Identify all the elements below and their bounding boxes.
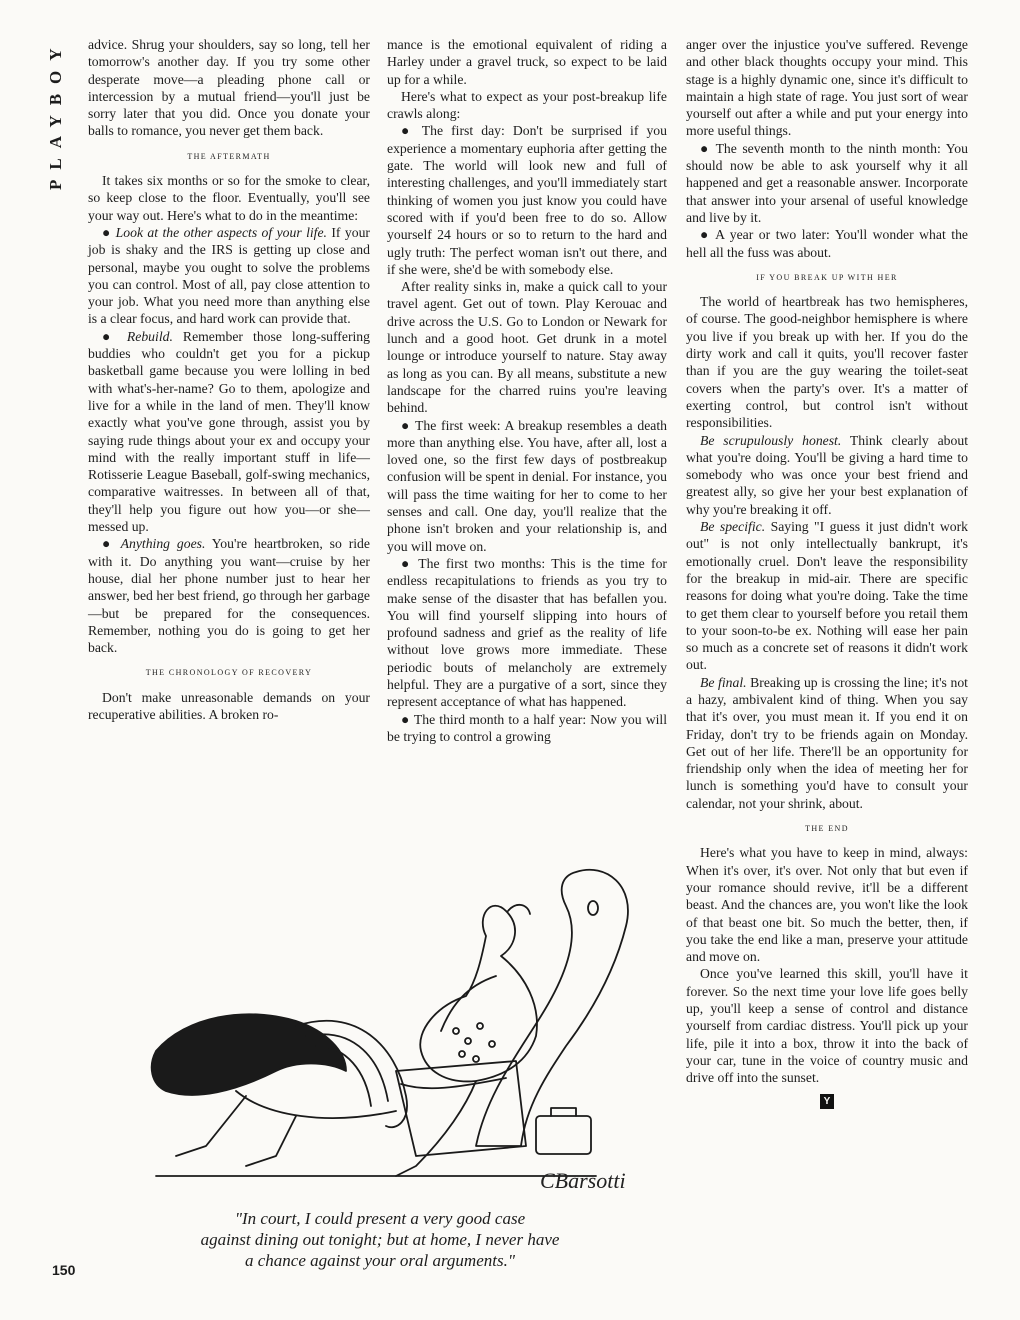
bullet-text: The first day: Don't be surprised if you experience a momentary euphoria after getting the gate. The world will look new and full of interesting challenges, and you'll immediately start thinking of women you just know you could have scored with if you'd been free to do so. Allow yourself 24 hours or so to return to the hard and ugly truth: The perfect woman isn't out there, and if she were, she'd be with somebody else. xyxy=(387,123,667,277)
bullet-text: The seventh month to the ninth month: You should now be able to ask yourself why it all happened and get a reasonable answer. Incorporate that answer into your arsenal of useful knowledge and live by it. xyxy=(686,140,968,225)
bullet-lead: Anything goes. xyxy=(120,536,206,552)
running-head xyxy=(44,38,68,190)
bullet-text: The first two months: This is the time for endless recapitulations to friends as you try to make sense of the disaster that has befallen you. You will find yourself slipping into hours of profound sadness and grief as the reality of life without love grows more immediate. These periodic bouts of melancholy are extremely helpful. They are a purgative of a sort, since they represent acceptance of what has happened. xyxy=(387,555,667,710)
section-heading: THE END xyxy=(805,824,849,834)
woman-figure xyxy=(420,906,537,1082)
end-mark xyxy=(686,1091,968,1109)
bullet-paragraph: ● Anything goes. You're heartbroken, so ride with it. Do anything you want—cruise by her house, dial her phone number just to hear her answer, bed her best friend, go through her garbage—but be prepared for the consequences. Remember, nothing you do is going to get her back. xyxy=(88,536,370,656)
paragraph: mance is the emotional equivalent of riding a Harley under a gravel truck, so expect to be laid up for a while. xyxy=(387,37,667,87)
section-heading: THE CHRONOLOGY OF RECOVERY xyxy=(145,668,313,678)
paragraph: After reality sinks in, make a quick call to your travel agent. Get out of town. Play Kerouac and drive across the U.S. Go to London or Newark for lunch and a good hoot. Get drunk in a motel lounge or introduce yourself to nature. Stay away as long as you can. By all means, substitute a new landscape for the charred ruins you're leaving behind. xyxy=(387,279,667,416)
bullet-paragraph: ● The seventh month to the ninth month: You should now be able to ask yourself why it all happened and get a reasonable answer. Incorporate that answer into your arsenal of useful knowledge and live by it. xyxy=(686,140,968,225)
bullet-text: If your job is shaky and the IRS is getting up close and personal, maybe you ought to solve the problems you can control. Most of all, pay close attention to your job. What you need more than anything else is a clear focus, and hard work can provide that. xyxy=(88,224,370,327)
paragraph-lead: Be final. xyxy=(700,674,747,690)
bullet-text: You're heartbroken, so ride with it. Do anything you want—cruise by her house, dial her phone number just to hear her answer, bed her best friend, go through her garbage—but be prepared for the consequences. Remember, nothing you do is going to get her back. xyxy=(88,536,370,656)
cartoon-illustration xyxy=(96,856,666,1196)
paragraph-text: Saying "I guess it just didn't work out" is not only intellectually bankrupt, it's emotionally cruel. Don't leave the responsibility for the breakup in mid-air. There are specific reasons for doing what you're doing. Take the time to get them clear to yourself before you retail them to your soon-to-be ex. Nothing will ease her pain so much as a concrete set of reasons it didn't work out. xyxy=(686,519,968,673)
polka-dot-garment xyxy=(453,1023,495,1062)
bullet-paragraph: ● Look at the other aspects of your life. If your job is shaky and the IRS is getting up close and personal, maybe you ought to solve the problems you can control. Most of all, pay close attention to your job. What you need more than anything else is a clear focus, and hard work can provide that. xyxy=(88,224,370,327)
paragraph: advice. Shrug your shoulders, say so long, tell her tomorrow's another day. If you try some other desperate move—a pleading phone call or intercession by a mutual friend—you'll just be sorry later that you did. Once you donate your balls to romance, you never get them back. xyxy=(88,37,370,139)
column-2 xyxy=(387,36,667,745)
paragraph-lead: Be scrupulously honest. xyxy=(700,432,842,448)
paragraph: Once you've learned this skill, you'll have it forever. So the next time your love life goes belly up, you'll keep a sense of control and distance yourself from cardiac distress. You'll pick up your life, pile it into a box, throw it into the back of your car, tune in the voice of country music and drive off into the sunset. xyxy=(686,966,968,1086)
paragraph: The world of heartbreak has two hemispheres, of course. The good-neighbor hemisphere is where you live if you break up with her. If you do the dirty work and call it quits, you'll recover faster than if you are the guy wearing the toilet-seat covers when the party's over. It's a matter of exerting control, but control isn't without responsibilities. xyxy=(686,294,968,431)
bunny-logo-icon: Y xyxy=(820,1094,834,1109)
section-heading: IF YOU BREAK UP WITH HER xyxy=(756,272,898,282)
paragraph-lead: Be specific. xyxy=(700,519,766,535)
column-3 xyxy=(686,36,968,1109)
paragraph: Here's what you have to keep in mind, always: When it's over, it's over. Not only that but even if your romance should revive, it'll be a different beast. And the chances are, you won't like the look of that beast one bit. So much the better, then, if you take the end like a man, preserve your attitude and move on. xyxy=(686,845,968,965)
woman-legs xyxy=(396,1081,476,1176)
chair-back xyxy=(476,870,628,1146)
paragraph xyxy=(686,518,968,674)
bullet-text: The third month to a half year: Now you will be trying to control a growing xyxy=(387,711,667,744)
briefcase xyxy=(536,1116,591,1154)
caption-line: against dining out tonight; but at home, I never have xyxy=(200,1230,560,1249)
bullet-paragraph: ● The third month to a half year: Now you will be trying to control a growing xyxy=(387,711,667,744)
bullet-lead: Rebuild. xyxy=(126,328,173,344)
bullet-text: The first week: A breakup resembles a death more than anything else. You have, after all, lost a loved one, so the first few days of postbreakup confusion will be spent in denial. For instance, you will pass the time waiting for her to come to her senses and call. One day, you'll realize that the phone isn't broken and your relationship is, and you will move on. xyxy=(387,417,667,554)
bullet-lead: Look at the other aspects of your life. xyxy=(115,224,327,240)
bullet-paragraph: ● The first week: A breakup resembles a death more than anything else. You have, after all, lost a loved one, so the first few days of postbreakup confusion will be spent in denial. For instance, you will pass the time waiting for her to come to her senses and call. One day, you'll realize that the phone isn't broken and your relationship is, and you will move on. xyxy=(387,417,667,554)
paragraph: anger over the injustice you've suffered. Revenge and other black thoughts occupy your mind. This stage is a highly dynamic one, since it's difficult to maintain a high state of rage. You just sort of wear yourself out after a while and put your energy into more useful things. xyxy=(686,37,968,139)
paragraph: It takes six months or so for the smoke to clear, so keep close to the floor. Eventually, you'll see your way out. Here's what to do in the meantime: xyxy=(88,173,370,223)
magazine-name: PLAYBOY xyxy=(46,38,65,190)
man-body xyxy=(236,1091,396,1118)
caption-line: "In court, I could present a very good case xyxy=(234,1209,526,1228)
paragraph: Here's what to expect as your post-breakup life crawls along: xyxy=(387,88,667,122)
bullet-text: Remember those long-suffering buddies who couldn't get you for a pickup basketball game because you were lolling in bed with what's-her-name? Go to them, apologize and live for a while in the land of men. They'll know exactly what you've gone through, assist you by saying rude things about your ex and occupy your mind with the really important stuff in life—Rotisserie League Baseball, golf-swing mechanics, comparative waitresses. In between all of that, they'll help you figure out how you—or she—messed up. xyxy=(88,328,370,535)
woman-hat xyxy=(508,905,530,914)
paragraph xyxy=(686,674,968,812)
paragraph: Don't make unreasonable demands on your recuperative abilities. A broken ro- xyxy=(88,689,370,722)
chair-ornament xyxy=(588,901,598,915)
bullet-paragraph: ● The first two months: This is the time for endless recapitulations to friends as you try to make sense of the disaster that has befallen you. You will find yourself slipping into hours of profound sadness and grief as the reality of life without love grows more immediate. These periodic bouts of melancholy are extremely helpful. They are a purgative of a sort, since they represent acceptance of what has happened. xyxy=(387,555,667,710)
cartoon-caption xyxy=(130,1208,630,1271)
bullet-paragraph: ● The first day: Don't be surprised if you experience a momentary euphoria after getting the gate. The world will look new and full of interesting challenges, and you'll immediately start thinking of women you just know you could have scored with if you'd been free to do so. Allow yourself 24 hours or so to return to the hard and ugly truth: The perfect woman isn't out there, and if she were, she'd be with somebody else. xyxy=(387,123,667,277)
column-1 xyxy=(88,36,370,723)
man-hair xyxy=(152,1014,346,1095)
section-heading: THE AFTERMATH xyxy=(187,151,271,161)
paragraph-text: Think clearly about what you're doing. You'll be giving a hard time to somebody who was once your best friend and greatest ally, so give her your best explanation of why you're breaking it off. xyxy=(686,432,968,517)
artist-signature: CBarsotti xyxy=(540,1168,626,1193)
paragraph-text: Breaking up is crossing the line; it's not a hazy, ambivalent kind of thing. When you say that it's over, you must mean it. If you end it on Friday, don't try to be friends again on Monday. Get out of her life. There'll be an opportunity for friendship only when the idea of meeting her for lunch is something you'd have to consult your calendar, not your shrink, about. xyxy=(686,674,968,811)
bullet-text: A year or two later: You'll wonder what the hell all the fuss was about. xyxy=(686,227,969,260)
page-number: 150 xyxy=(52,1262,76,1278)
bullet-paragraph: ● A year or two later: You'll wonder what the hell all the fuss was about. xyxy=(686,227,969,260)
paragraph xyxy=(686,432,968,518)
bullet-paragraph: ● Rebuild. Remember those long-suffering buddies who couldn't get you for a pickup basketball game because you were lolling in bed with what's-her-name? Go to them, apologize and live for a while in the land of men. They'll know exactly what you've gone through, assist you by saying rude things about your ex and occupy your mind with the really important stuff in life—Rotisserie League Baseball, golf-swing mechanics, comparative waitresses. In between all of that, they'll help you figure out how you—or she—messed up. xyxy=(88,328,370,535)
chair-seat xyxy=(396,1061,526,1156)
caption-line: a chance against your oral arguments." xyxy=(245,1251,515,1270)
man-legs xyxy=(176,1096,296,1166)
